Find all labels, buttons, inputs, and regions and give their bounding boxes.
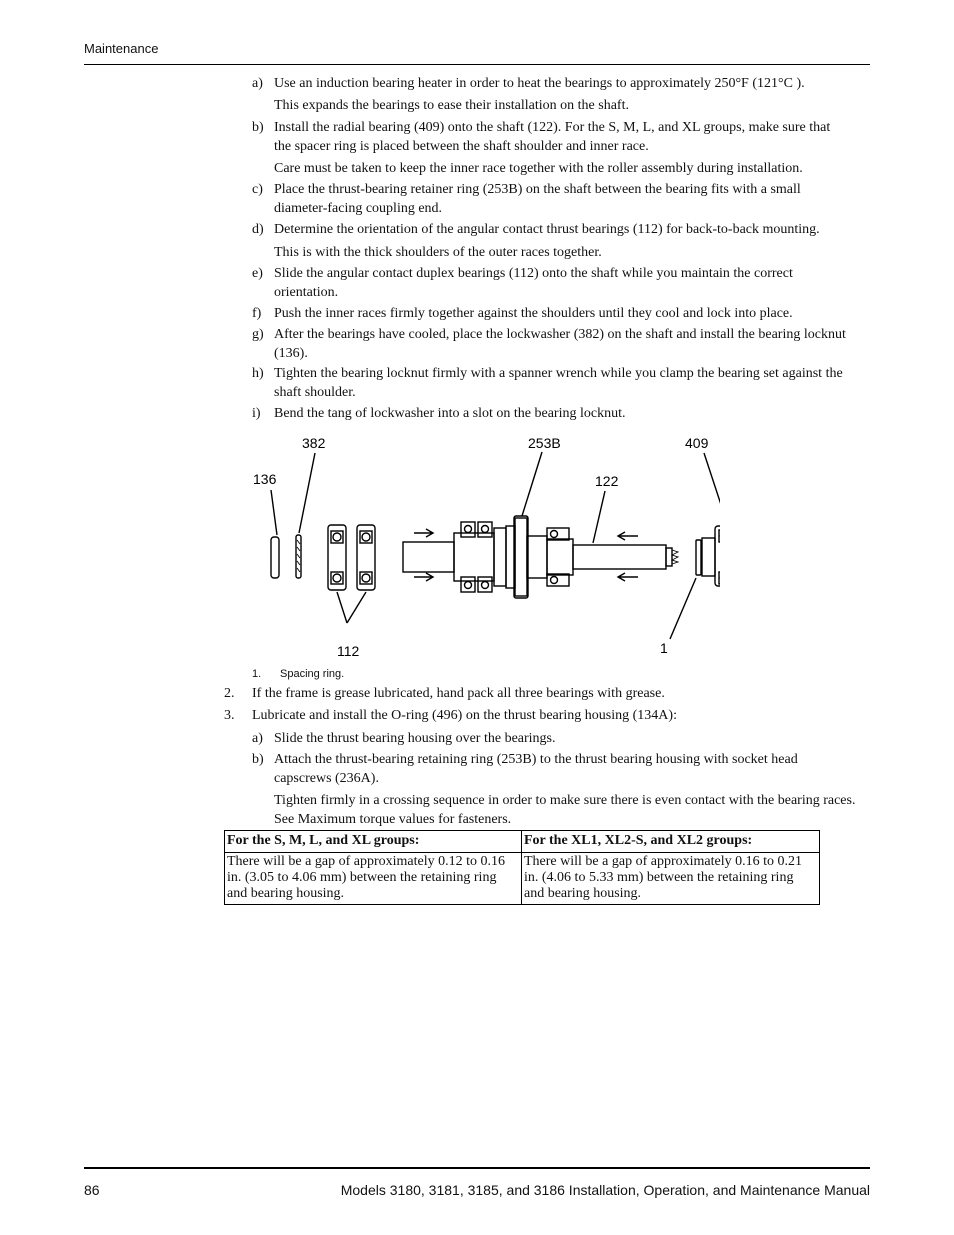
- table-cell: There will be a gap of approximately 0.12 to 0.16 in. (3.05 to 4.06 mm) between the retaining ring and bearing housing.: [225, 853, 522, 905]
- step-label: f): [252, 306, 262, 321]
- step-text: Push the inner races firmly together against the shoulders until they cool and lock into place.: [274, 306, 793, 321]
- step-label: g): [252, 327, 264, 342]
- duplex-bearing-right: [357, 525, 375, 590]
- step-text: Lubricate and install the O-ring (496) on the thrust bearing housing (134A):: [252, 708, 677, 723]
- step-label: d): [252, 222, 264, 237]
- step-text: Determine the orientation of the angular contact thrust bearings (112) for back-to-back mounting.: [274, 222, 820, 237]
- step-label: a): [252, 76, 263, 91]
- step-label: 3.: [224, 708, 235, 723]
- callout-112: 112: [337, 643, 360, 659]
- step-text: Slide the angular contact duplex bearings (112) onto the shaft while you maintain the correct orientation.: [274, 266, 793, 300]
- step-note: Tighten firmly in a crossing sequence in order to make sure there is even contact with the bearing races. See Maximum torque values for fasteners.: [274, 793, 856, 827]
- step-text: Install the radial bearing (409) onto the shaft (122). For the S, M, L, and XL groups, make sure that the spacer ring is placed between the shaft shoulder and inner race.: [274, 120, 831, 154]
- step-text: Slide the thrust bearing housing over the bearings.: [274, 731, 556, 746]
- step-label: i): [252, 406, 261, 421]
- shaft-part: [403, 518, 678, 596]
- table-cell: There will be a gap of approximately 0.16 to 0.21 in. (4.06 to 5.33 mm) between the retaining ring and bearing housing.: [522, 853, 820, 905]
- callout-409: 409: [685, 435, 709, 451]
- step-text: If the frame is grease lubricated, hand pack all three bearings with grease.: [252, 686, 665, 701]
- step-text: Tighten the bearing locknut firmly with a spanner wrench while you clamp the bearing set against the shaft shoulder.: [274, 366, 843, 400]
- table-header-row: [225, 831, 820, 853]
- step-label: 2.: [224, 686, 235, 701]
- table-header: For the XL1, XL2-S, and XL2 groups:: [522, 831, 820, 853]
- step-text: After the bearings have cooled, place the lockwasher (382) on the shaft and install the bearing locknut (136).: [274, 327, 846, 361]
- running-header: Maintenance: [84, 41, 159, 56]
- callout-253b: 253B: [528, 435, 561, 451]
- header-rule: [84, 64, 870, 65]
- step-note: Care must be taken to keep the inner race together with the roller assembly during installation.: [274, 161, 803, 176]
- step-label: b): [252, 752, 264, 767]
- callout-122: 122: [595, 473, 619, 489]
- step-text: Use an induction bearing heater in order to heat the bearings to approximately 250°F (121°C ).: [274, 76, 805, 91]
- step-text: Attach the thrust-bearing retaining ring (253B) to the thrust bearing housing with socket head capscrews (236A).: [274, 752, 798, 786]
- spacing-ring-part: [696, 540, 701, 575]
- legend-text: Spacing ring.: [280, 668, 345, 680]
- table-row: [225, 853, 820, 905]
- footer-title: Models 3180, 3181, 3185, and 3186 Installation, Operation, and Maintenance Manual: [340, 1182, 870, 1198]
- page-number: 86: [84, 1182, 100, 1198]
- locknut-part: [271, 537, 279, 578]
- step-label: b): [252, 120, 264, 135]
- radial-bearing-part: [702, 526, 720, 586]
- legend-number: 1.: [252, 668, 262, 680]
- bearing-assembly-drawing: [250, 430, 720, 665]
- step-label: h): [252, 366, 264, 381]
- callout-1: 1: [660, 640, 668, 656]
- step-text: Bend the tang of lockwasher into a slot on the bearing locknut.: [274, 406, 626, 421]
- duplex-bearing-left: [328, 525, 346, 590]
- figure-legend: [252, 668, 344, 680]
- retainer-ring-part: [514, 516, 528, 598]
- step-label: a): [252, 731, 263, 746]
- step-note: This is with the thick shoulders of the outer races together.: [274, 245, 602, 260]
- step-label: e): [252, 266, 263, 281]
- step-text: Place the thrust-bearing retainer ring (253B) on the shaft between the bearing fits with a small diameter-facing coupling end.: [274, 182, 801, 216]
- callout-382: 382: [302, 435, 326, 451]
- step-label: c): [252, 182, 263, 197]
- footer-rule: [84, 1167, 870, 1169]
- gap-table: [224, 830, 820, 905]
- bearing-assembly-diagram: [250, 430, 720, 665]
- table-header: For the S, M, L, and XL groups:: [225, 831, 522, 853]
- step-note: This expands the bearings to ease their installation on the shaft.: [274, 98, 629, 113]
- callout-136: 136: [253, 471, 277, 487]
